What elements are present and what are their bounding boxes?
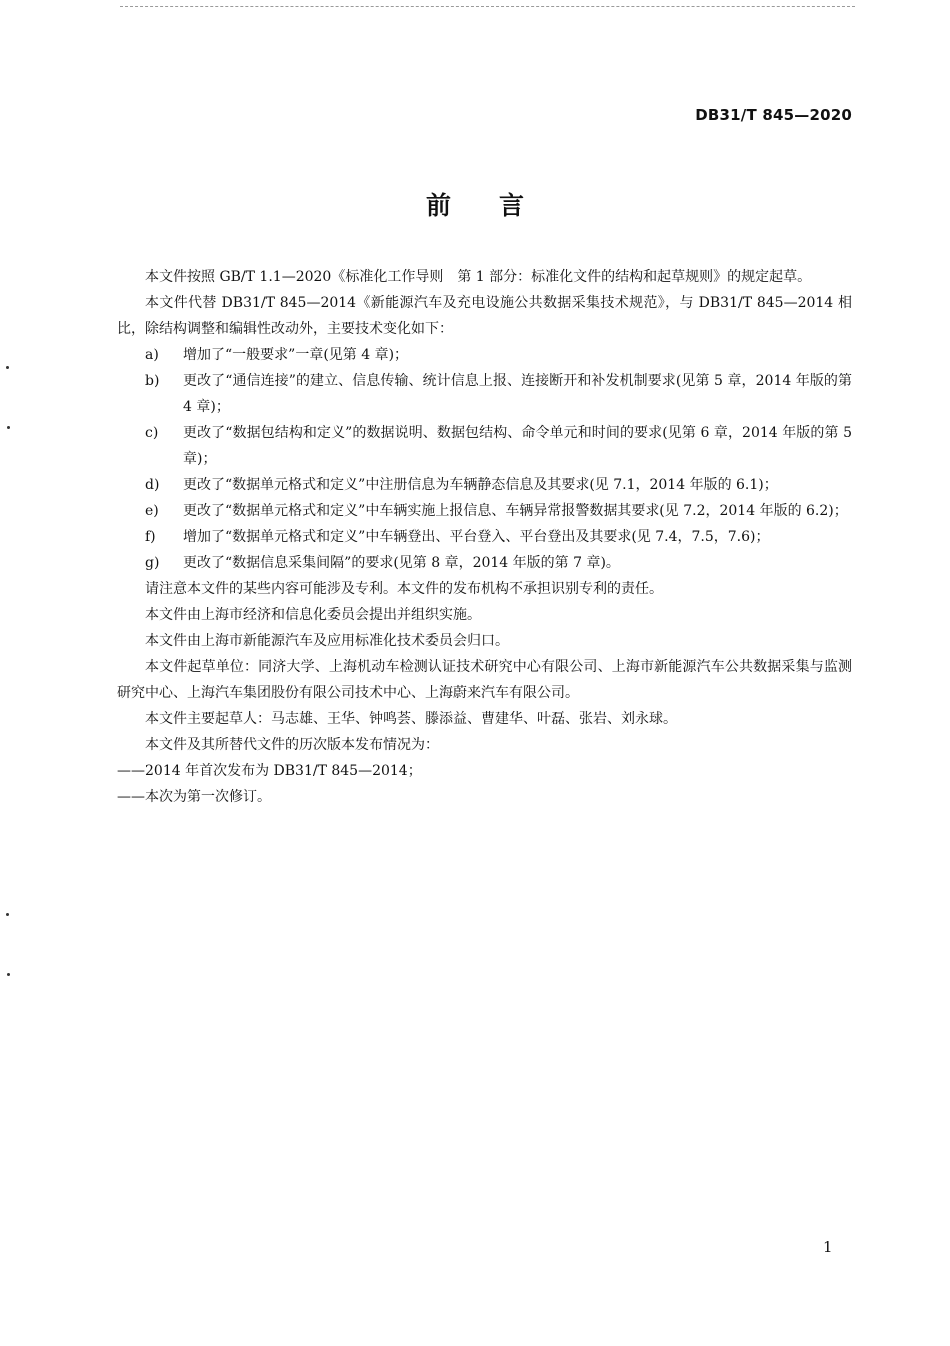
list-item <box>117 472 852 498</box>
list-item <box>117 498 852 524</box>
changes-list <box>117 342 852 576</box>
scan-mark <box>6 913 9 916</box>
list-marker: a) <box>145 347 159 363</box>
list-item-text: 更改了“数据单元格式和定义”中注册信息为车辆静态信息及其要求(见 7.1，2014 年版的 6.1)； <box>183 477 778 493</box>
paragraph-committee: 本文件由上海市新能源汽车及应用标准化技术委员会归口。 <box>145 633 509 649</box>
list-item-text: 更改了“数据包结构和定义”的数据说明、数据包结构、命令单元和时间的要求(见第 6 章，2014 年版的第 5 章)； <box>183 425 852 467</box>
list-item <box>117 368 852 420</box>
list-item-text: 更改了“数据单元格式和定义”中车辆实施上报信息、车辆异常报警数据其要求(见 7.2，2014 年版的 6.2)； <box>183 503 848 519</box>
list-item-text: 增加了“数据单元格式和定义”中车辆登出、平台登入、平台登出及其要求(见 7.4，7.5，7.6)； <box>183 529 770 545</box>
foreword-body <box>117 264 852 810</box>
list-marker: e) <box>145 503 159 519</box>
page-title: 前言 <box>425 191 572 220</box>
page-number: 1 <box>823 1238 833 1256</box>
list-marker: g) <box>145 555 160 571</box>
list-marker: c) <box>145 425 159 441</box>
paragraph-history-intro: 本文件及其所替代文件的历次版本发布情况为： <box>145 737 439 753</box>
scan-mark <box>7 973 10 976</box>
list-item-text: 更改了“通信连接”的建立、信息传输、统计信息上报、连接断开和补发机制要求(见第 5 章，2014 年版的第 4 章)； <box>183 373 852 415</box>
history-list <box>117 758 852 810</box>
list-marker: d) <box>145 477 160 493</box>
paragraph-drafting-basis: 本文件按照 GB/T 1.1—2020《标准化工作导则 第 1 部分：标准化文件的结构和起草规则》的规定起草。 <box>145 269 812 285</box>
paragraph-patent-notice: 请注意本文件的某些内容可能涉及专利。本文件的发布机构不承担识别专利的责任。 <box>145 581 663 597</box>
scan-mark <box>6 366 9 369</box>
paragraph-drafters: 本文件主要起草人：马志雄、王华、钟鸣荟、滕添益、曹建华、叶磊、张岩、刘永球。 <box>145 711 677 727</box>
paragraph-drafting-units: 本文件起草单位：同济大学、上海机动车检测认证技术研究中心有限公司、上海市新能源汽车公共数据采集与监测研究中心、上海汽车集团股份有限公司技术中心、上海蔚来汽车有限公司。 <box>117 659 852 701</box>
list-item: ——本次为第一次修订。 <box>117 789 271 805</box>
scan-mark <box>7 426 10 429</box>
top-divider <box>120 6 855 7</box>
list-item <box>117 342 852 368</box>
list-item-text: 更改了“数据信息采集间隔”的要求(见第 8 章，2014 年版的第 7 章)。 <box>183 555 620 571</box>
paragraph-replacement: 本文件代替 DB31/T 845—2014《新能源汽车及充电设施公共数据采集技术规范》，与 DB31/T 845—2014 相比，除结构调整和编辑性改动外，主要技术变化如下： <box>117 295 852 337</box>
list-item: ——2014 年首次发布为 DB31/T 845—2014； <box>117 763 422 779</box>
paragraph-proposer: 本文件由上海市经济和信息化委员会提出并组织实施。 <box>145 607 481 623</box>
list-item-text: 增加了“一般要求”一章(见第 4 章)； <box>183 347 409 363</box>
list-item <box>117 550 852 576</box>
list-marker: f) <box>145 529 156 545</box>
list-item <box>117 420 852 472</box>
list-item <box>117 524 852 550</box>
list-marker: b) <box>145 373 160 389</box>
document-code: DB31/T 845—2020 <box>695 106 852 124</box>
